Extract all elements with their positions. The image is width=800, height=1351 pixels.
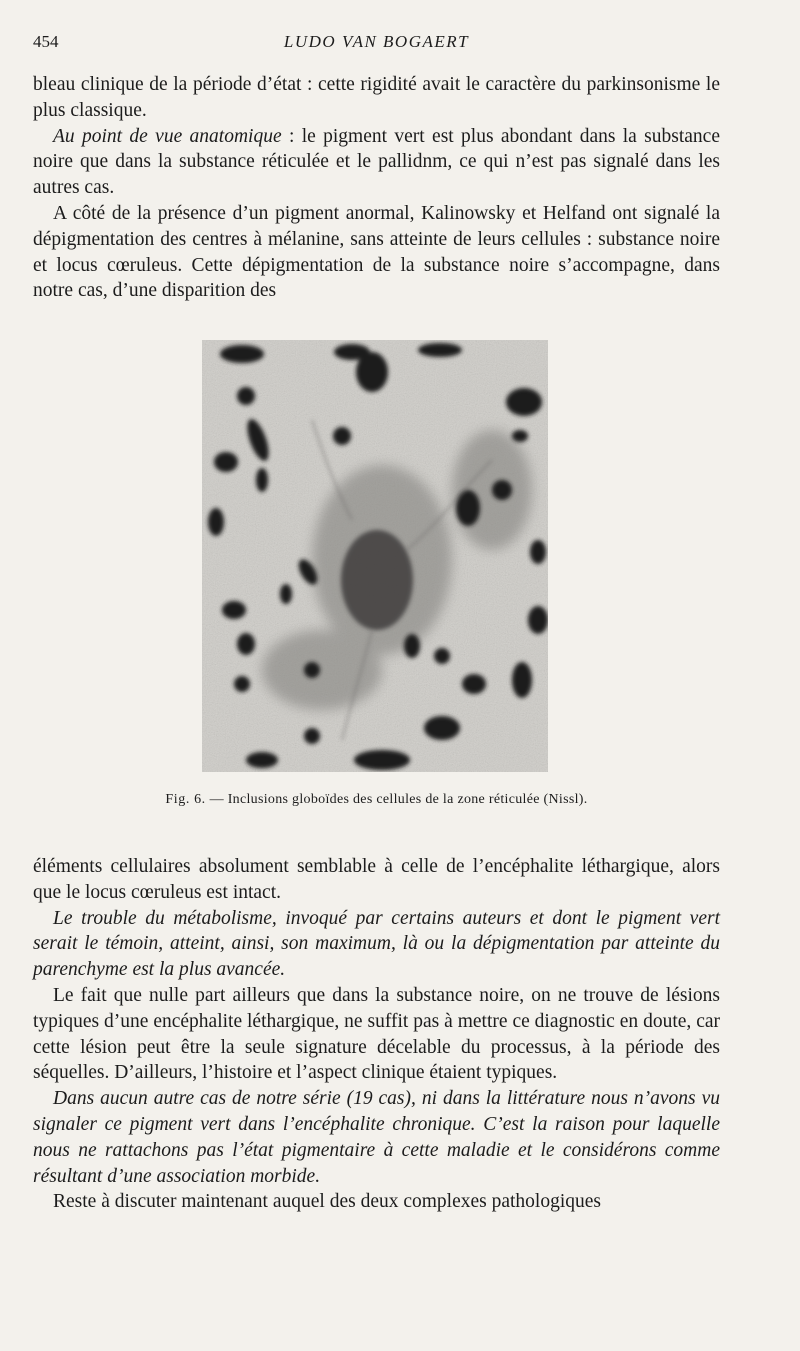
paragraph-2-body: : le pigment vert est plus abondant dans la substance noire que dans la substance réticulée et le pallidnm, ce qui n’est pas signalé dans les autres cas. [33,125,720,199]
paragraph-3: A côté de la présence d’un pigment anormal, Kalinowsky et Helfand ont signalé la dépigmentation des centres à mélanine, sans atteinte de leurs cellules : substance noire et locus cœruleus. Cette dépigmentation de la substance noire s’accompagne, dans notre cas, d’une disparition des [33,202,720,302]
paragraph-4: éléments cellulaires absolument semblable à celle de l’encéphalite léthargique, alors que le locus cœruleus est intact. [33,856,720,903]
paragraph-2 [33,124,720,201]
page-header [33,32,720,56]
micrograph-image [202,340,548,772]
figure-caption-text: — Inclusions globoïdes des cellules de la zone réticulée (Nissl). [209,792,588,807]
paragraph-8: Reste à discuter maintenant auquel des deux complexes pathologiques [53,1191,602,1213]
paragraph-6: Le fait que nulle part ailleurs que dans la substance noire, on ne trouve de lésions typiques d’une encéphalite léthargique, ne suffit pas à mettre ce diagnostic en doute, car cette lésion peut être la seule signature décelable du processus, à la période des séquelles. D’ailleurs, l’histoire et l’aspect clinique étaient typiques. [33,984,720,1084]
text-block-bottom [33,854,720,1215]
running-title: LUDO VAN BOGAERT [283,32,470,51]
paragraph-1: bleau clinique de la période d’état : cette rigidité avait le caractère du parkinsonisme le plus classique. [33,74,720,121]
paragraph-5: Le trouble du métabolisme, invoqué par certains auteurs et dont le pigment vert serait le témoin, atteint, ainsi, son maximum, là ou la dépigmentation par atteinte du parenchyme est la plus avancée. [33,907,720,981]
paragraph-2-italic-lead: Au point de vue anatomique [53,125,282,147]
figure-caption [33,792,720,808]
text-block-top [33,72,720,304]
figure-label: Fig. 6. [165,792,206,807]
paragraph-7: Dans aucun autre cas de notre série (19 cas), ni dans la littérature nous n’avons vu signaler ce pigment vert dans l’encéphalite chronique. C’est la raison pour laquelle nous ne rattachons pas l’état pigmentaire à cette maladie et le considérons comme résultant d’une association morbide. [33,1088,720,1187]
page-number: 454 [33,32,59,51]
figure-micrograph [202,340,548,772]
